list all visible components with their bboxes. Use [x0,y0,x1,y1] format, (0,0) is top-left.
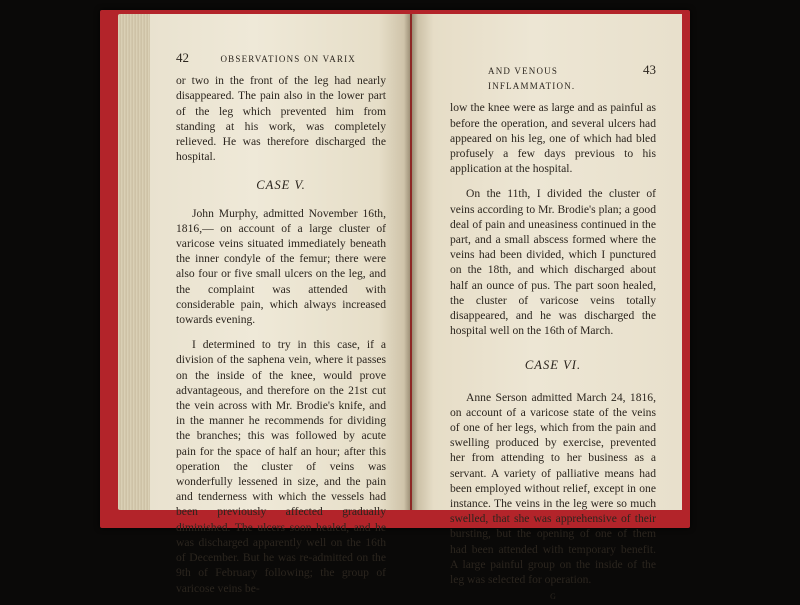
right-paragraph-2: On the 11th, I divided the cluster of veins according to Mr. Brodie's plan; a good deal of pain and uneasiness continued in the part, and a small abscess formed where the veins had been divided, which I punctured on the 18th, and which discharged about half an ounce of pus. The part soon healed, the cluster of varicose veins totally disappeared, and he was discharged the hospital well on the 16th of March. [450,187,656,338]
right-page-number: 43 [643,62,656,77]
right-running-title: AND VENOUS INFLAMMATION. [488,66,576,92]
book-gutter [404,14,418,510]
left-page [150,14,410,595]
left-paragraph-2: John Murphy, admitted November 16th, 1816,— on account of a large cluster of varicose veins situated immediately beneath the inner condyle of the femur; there were also four or five small ulcers on the leg, and the complaint was attended with considerable pain, which always increased towards evening. [176,206,386,327]
left-paragraph-1: or two in the front of the leg had nearly disappeared. The pain also in the lower part of the leg which prevented him from standing at his work, was completely relieved. He was therefore discharged the hospital. [176,74,386,164]
right-running-head [450,62,656,94]
left-paragraph-3: I determined to try in this case, if a division of the saphena vein, where it passes on the inside of the knee, would prove advantageous, and therefore on the 21st cut the vein across with Mr. Brodie's knife, and in the manner he recommends for dividing the branches; this was followed by acute pain for the space of half an hour; after this operation the cluster of veins was wonderfully lessened in size, and the pain and tenderness with which the vessels had been previously affected gradually diminished. The ulcers soon healed, and he was discharged apparently well on the 16th of December. But he was re-admitted on the 9th of February following; the group of varicose veins be- [176,338,386,595]
right-paragraph-1: low the knee were as large and as painful as before the operation, and several ulcers had appeared on his leg, one of which had bled profusely a few days previous to his application at the hospital. [450,101,656,176]
left-running-title: OBSERVATIONS ON VARIX [220,54,356,64]
left-page-number: 42 [176,50,189,65]
case-vi-heading: CASE VI. [524,358,582,373]
right-paragraph-3: Anne Serson admitted March 24, 1816, on account of a varicose state of the veins of one of her legs, which from the pain and swelling produced by exercise, prevented her from attending to her business as a servant. A variety of palliative means had been employed without relief, except in one instance. The veins in the leg were so much swelled, that she was apprehensive of their bursting, but the opening of one of them had been attended with temporary benefit. A large painful group on the inside of the leg was selected for operation. [450,390,656,587]
case-v-heading: CASE V. [256,178,306,193]
signature-mark: G [550,592,556,602]
left-running-head [176,50,386,67]
right-page [412,14,682,602]
